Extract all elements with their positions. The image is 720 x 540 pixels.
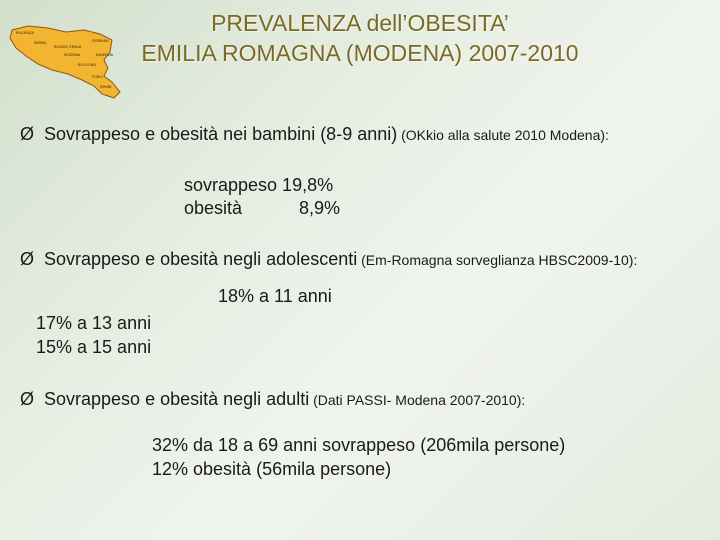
bullet-source: (Em-Romagna sorveglianza HBSC2009-10): [357,252,638,268]
bullet-highlight: adulti [266,389,310,409]
title-line-1: PREVALENZA dell’OBESITA’ [211,10,509,36]
bullet-main-text: Sovrappeso e obesità negli [44,249,267,269]
map-label: PIACENZA [16,31,35,35]
map-label: MODENA [64,53,81,57]
bullet-highlight: adolescenti [266,249,358,269]
stat-13-anni: 17% a 13 anni [36,313,152,333]
stat-15-anni: 15% a 15 anni [36,337,152,357]
stat-label-obesita-bambini: obesità [184,198,243,218]
bullet-highlight: bambini (8-9 anni) [252,124,398,144]
map-label: PARMA [34,41,47,45]
emilia-romagna-map-icon [8,22,126,100]
bullet-source: (OKkio alla salute 2010 Modena): [397,127,609,143]
map-label: RAVENNA [96,53,114,57]
bullet-adulti [20,389,525,410]
bullet-main-text: Sovrappeso e obesità nei [44,124,253,144]
map-label: REGGIO EMILIA [54,45,82,49]
page-title [120,8,600,68]
arrow-bullet-icon: Ø [20,389,35,409]
map-label: FORLI' [92,75,104,79]
bullet-main-text: Sovrappeso e obesità negli [44,389,267,409]
title-line-2: EMILIA ROMAGNA (MODENA) 2007-2010 [141,40,579,66]
bullet-bambini [20,124,609,145]
arrow-bullet-icon: Ø [20,249,35,269]
bullet-source: (Dati PASSI- Modena 2007-2010): [309,392,526,408]
map-label: RIMINI [100,85,112,89]
map-label: FERRARA [92,39,109,43]
stat-sovrappeso-bambini: sovrappeso 19,8% [184,175,334,195]
stat-11-anni: 18% a 11 anni [218,286,332,306]
arrow-bullet-icon: Ø [20,124,35,144]
stat-obesita-bambini: 8,9% [299,198,341,218]
bullet-adolescenti [20,249,637,270]
stat-sovrappeso-adulti: 32% da 18 a 69 anni sovrappeso (206mila persone) [152,435,566,455]
stat-obesita-adulti: 12% obesità (56mila persone) [152,459,392,479]
map-label: BOLOGNA [78,63,96,67]
